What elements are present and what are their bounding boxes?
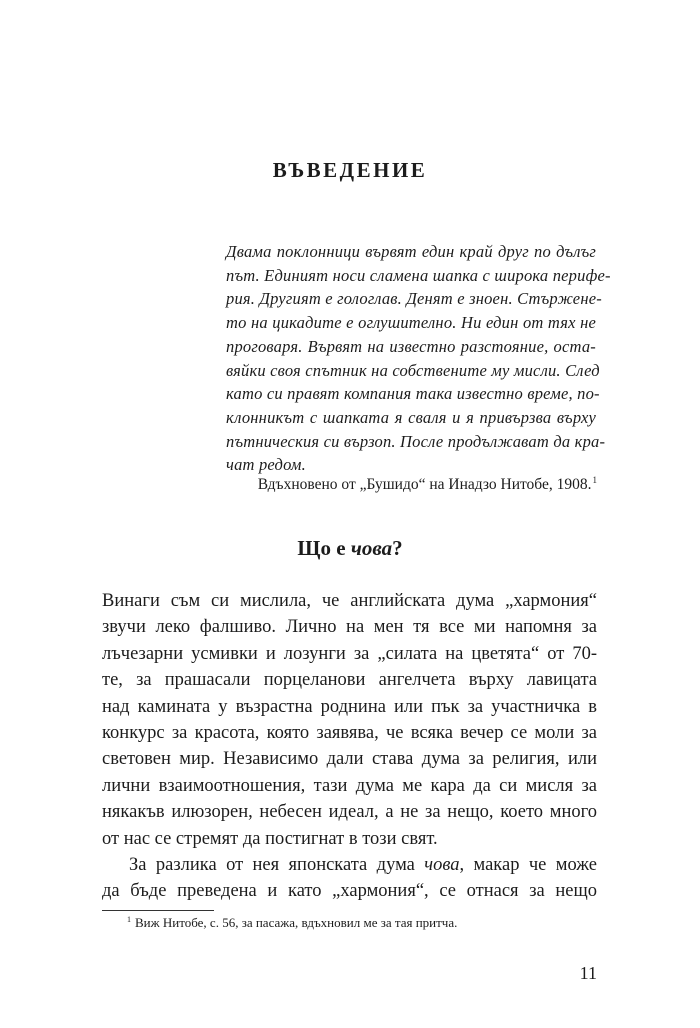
body-line: над камината у възрастна роднина или пък за участничка в [102, 696, 597, 717]
body-line: световен мир. Независимо дали става дума за религия, или [102, 749, 597, 770]
body-line [102, 852, 597, 878]
body-line: Винаги съм си мислила, че английската дума „хармония“ [102, 591, 597, 611]
epigraph-line: рия. Другият е гологлав. Денят е зноен. Стържене- [226, 289, 602, 309]
body-line-part: , макар че може [459, 855, 597, 876]
body-line: звучи леко фалшиво. Лично на мен тя все ми напомня за [102, 617, 597, 638]
epigraph-line: проговаря. Вървят на известно разстояние, оста- [226, 336, 596, 356]
epigraph-line: като си правят компания така известно време, по- [226, 384, 600, 404]
section-heading-prefix: Що е [297, 536, 351, 560]
epigraph-line: Двама поклонници вървят един край друг по дълъг [226, 242, 596, 261]
section-heading [0, 536, 700, 561]
body-line: лични взаимоотношения, тази дума ме кара да си мисля за [102, 775, 597, 796]
body-line: от нас се стремят да постигнат в този свят. [102, 828, 438, 849]
body-line-part: За разлика от нея японската дума [129, 855, 425, 876]
body-line: конкурс за красота, която заявява, че всяка вечер се моли за [102, 723, 597, 744]
chapter-title: ВЪВЕДЕНИЕ [272, 158, 428, 182]
epigraph [226, 240, 611, 477]
epigraph-line: пътническия си вързоп. После продължават да кра- [226, 431, 606, 451]
body-line: някакъв илюзорен, небесен идеал, а не за нещо, което много [102, 802, 597, 823]
footnote-text: Виж Нитобе, с. 56, за пасажа, вдъхновил ме за тая притча. [135, 915, 458, 930]
footnote-divider [102, 910, 214, 911]
epigraph-line: клонникът с шапката я сваля и я привързва върху [226, 407, 596, 427]
body-line-emphasis: чова [424, 855, 460, 876]
epigraph-line: път. Единият носи сламена шапка с широка перифе- [226, 265, 611, 285]
footnote-mark: 1 [127, 914, 131, 924]
epigraph-line: чат редом. [226, 455, 306, 475]
body-line: да бъде преведена и като „хармония“, се отнася за нещо [102, 881, 597, 902]
body-line: те, за прашасали порцеланови ангелчета върху лавицата [102, 670, 597, 691]
epigraph-attribution [258, 476, 597, 494]
footnote [127, 915, 457, 931]
footnote-reference[interactable]: 1 [592, 474, 597, 485]
page-number: 11 [579, 963, 597, 983]
epigraph-line: вяйки своя спътник на собствените му мисли. След [226, 360, 600, 380]
body-text [102, 588, 597, 905]
body-line: лъчезарни усмивки и лозунги за „силата на цветята“ от 70- [102, 643, 597, 664]
section-heading-suffix: ? [392, 536, 403, 560]
section-heading-emphasis: чова [350, 536, 393, 560]
epigraph-line: то на цикадите е оглушително. Ни един от тях не [226, 313, 596, 333]
attribution-text: Вдъхновено от „Бушидо“ на Инадзо Нитобе, 1908. [257, 476, 592, 493]
